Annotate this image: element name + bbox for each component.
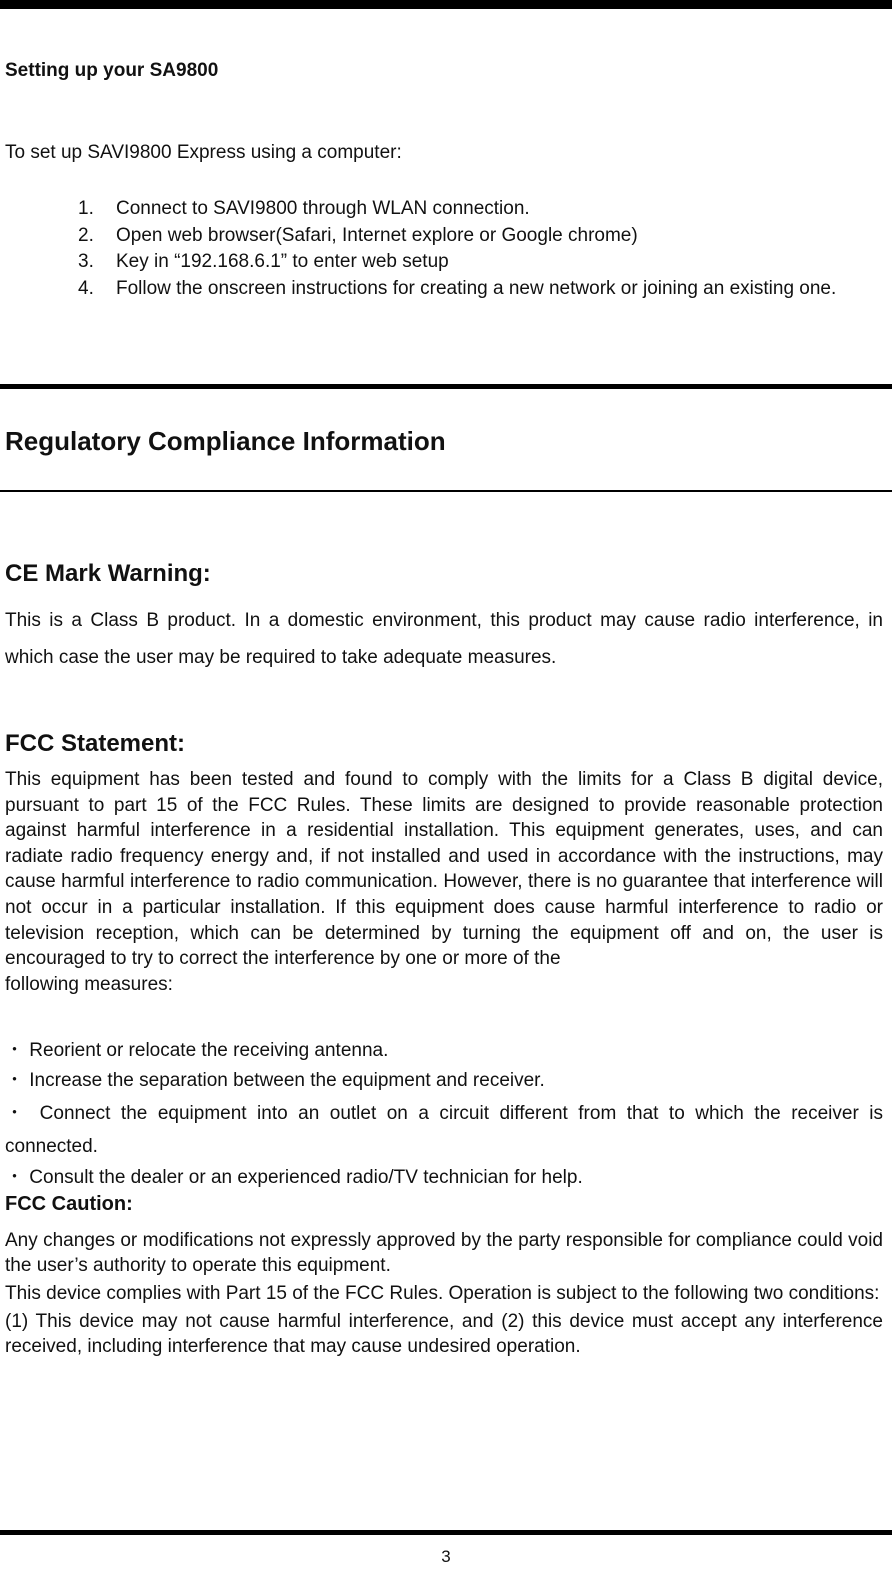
fcc-measures-label: following measures:	[5, 973, 173, 995]
list-item	[78, 276, 868, 303]
step-text: Connect to SAVI9800 through WLAN connection.	[116, 198, 530, 219]
fcc-body-text: This equipment has been tested and found to comply with the limits for a Class B digital device, pursuant to part 15 of the FCC Rules. These limits are designed to provide reasonable protection against harmful interference in a residential installation. This equipment generates, uses, and can radiate radio frequency energy and, if not installed and used in accordance with the instructions, may cause harmful interference to radio communication. However, there is no guarantee that interference will not occur in a particular installation. If this equipment does cause harmful interference to radio or television reception, which can be determined by turning the equipment off and on, the user is encouraged to try to correct the interference by one or more of the	[5, 769, 883, 970]
section-rule-thick	[0, 384, 892, 389]
regulatory-heading: Regulatory Compliance Information	[5, 426, 446, 456]
setup-steps-list	[78, 196, 868, 302]
list-item: ・ Reorient or relocate the receiving antenna.	[5, 1040, 389, 1061]
fcc-caution-body	[5, 1228, 883, 1359]
list-item	[78, 196, 868, 223]
list-item	[78, 223, 868, 250]
page-number: 3	[441, 1547, 451, 1566]
ce-body: This is a Class B product. In a domestic environment, this product may cause radio interference, in which case the user may be required to take adequate measures.	[5, 610, 883, 668]
fcc-caution-heading: FCC Caution:	[5, 1193, 133, 1215]
fcc-measures-list	[5, 1037, 883, 1192]
step-number: 2.	[78, 224, 94, 246]
footer-rule	[0, 1530, 892, 1535]
caution-paragraph-3: (1) This device may not cause harmful interference, and (2) this device must accept any interference received, including interference that may cause undesired operation.	[5, 1311, 883, 1357]
caution-paragraph-2: This device complies with Part 15 of the FCC Rules. Operation is subject to the following two conditions:	[5, 1283, 880, 1304]
step-text: Open web browser(Safari, Internet explore or Google chrome)	[116, 224, 638, 246]
step-number: 1.	[78, 198, 94, 219]
setup-intro: To set up SAVI9800 Express using a computer:	[5, 142, 402, 163]
step-text: Follow the onscreen instructions for creating a new network or joining an existing one.	[116, 277, 837, 299]
section-rule-thin	[0, 490, 892, 492]
list-item: ・ Consult the dealer or an experienced radio/TV technician for help.	[5, 1167, 583, 1188]
list-item: ・ Increase the separation between the equipment and receiver.	[5, 1070, 545, 1091]
ce-heading: CE Mark Warning:	[5, 560, 211, 587]
fcc-body	[5, 767, 883, 997]
list-item: ・ Connect the equipment into an outlet on a circuit different from that to which the receiver is connected.	[5, 1103, 883, 1157]
list-item	[78, 249, 868, 276]
setup-heading: Setting up your SA9800	[5, 60, 219, 81]
step-number: 4.	[78, 277, 94, 299]
top-rule	[0, 0, 892, 9]
step-text: Key in “192.168.6.1” to enter web setup	[116, 251, 449, 272]
step-number: 3.	[78, 251, 94, 272]
fcc-heading: FCC Statement:	[5, 730, 186, 757]
caution-paragraph-1: Any changes or modifications not expressly approved by the party responsible for compliance could void the user’s authority to operate this equipment.	[5, 1230, 883, 1276]
